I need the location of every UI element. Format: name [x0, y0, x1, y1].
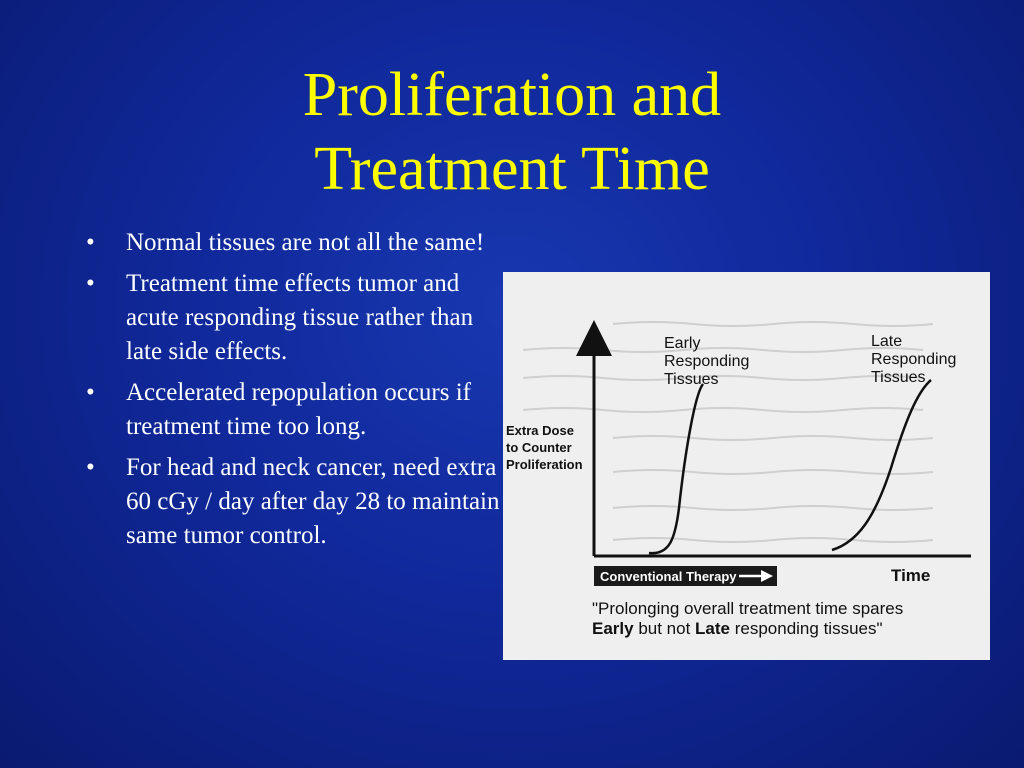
early-tissue-curve — [649, 384, 703, 553]
slide-title — [0, 58, 1024, 206]
bullet-dot: • — [86, 379, 95, 406]
title-line-2: Treatment Time — [314, 135, 710, 203]
diagram-svg — [503, 272, 990, 660]
bullet-text: Normal tissues are not all the same! — [126, 229, 485, 256]
caption-line-1: "Prolonging overall treatment time spares — [592, 599, 904, 618]
title-line-1: Proliferation and — [302, 61, 722, 129]
y-axis-label: Extra Dose to Counter Proliferation — [506, 423, 583, 472]
bullet-text: Treatment time effects tumor and acute responding tissue rather than late side effects. — [126, 270, 474, 365]
bullet-item — [82, 267, 502, 369]
bullet-list — [82, 226, 502, 560]
late-tissue-curve — [832, 380, 931, 550]
diagram-figure — [503, 272, 990, 660]
conventional-therapy-label: Conventional Therapy — [600, 569, 737, 584]
bullet-dot: • — [86, 270, 95, 297]
bullet-dot: • — [86, 454, 95, 481]
late-label: Late Responding Tissues — [871, 333, 957, 386]
early-label: Early Responding Tissues — [664, 335, 750, 388]
bullet-text: For head and neck cancer, need extra 60 cGy / day after day 28 to maintain same tumor control. — [126, 454, 500, 549]
bullet-dot: • — [86, 229, 95, 256]
bullet-text: Accelerated repopulation occurs if treatment time too long. — [126, 379, 471, 440]
bullet-item — [82, 451, 502, 553]
x-axis-label: Time — [891, 566, 931, 585]
caption-line-2: Early but not Late responding tissues" — [592, 619, 883, 638]
bullet-item — [82, 226, 502, 260]
bullet-item — [82, 376, 502, 444]
